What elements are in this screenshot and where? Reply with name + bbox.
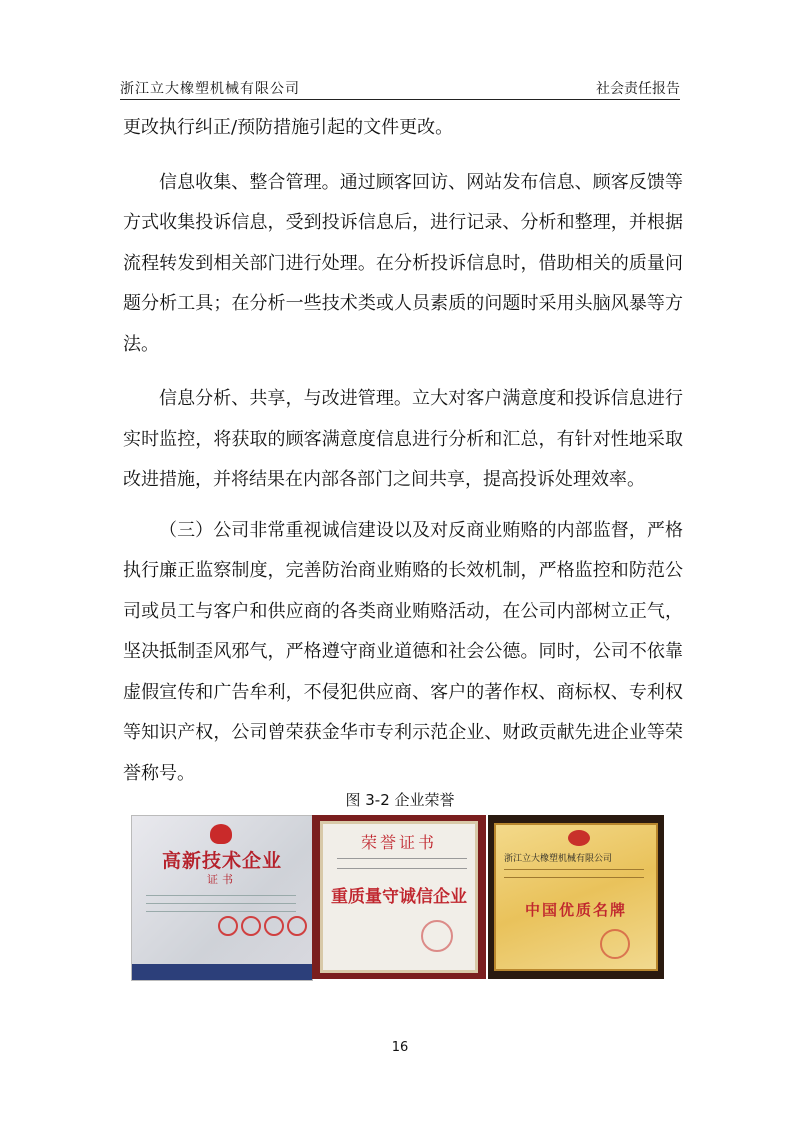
header-company-name: 浙江立大橡塑机械有限公司 [120,81,300,97]
certificate-high-tech [131,815,313,981]
certificate-gallery [131,815,664,979]
paragraph-3: 信息分析、共享，与改进管理。立大对客户满意度和投诉信息进行实时监控，将获取的顾客满意度信息进行分析和汇总，有针对性地采取改进措施，并将结果在内部各部门之间共享，提高投诉处理效率。 [123,388,683,490]
certificate-text-lines [146,888,296,919]
paragraph-1: 更改执行纠正/预防措施引起的文件更改。 [123,117,454,138]
certificate-paper [320,821,478,973]
certificate-paper [494,823,658,971]
emblem-icon [210,824,232,844]
certificate-quality-brand [488,815,664,979]
emblem-icon [568,830,590,846]
seal-icons [218,916,310,940]
certificate-title: 重质量守诚信企业 [331,887,467,907]
certificate-header: 荣誉证书 [360,833,437,852]
certificate-integrity [312,815,486,979]
page-number: 16 [391,1040,409,1055]
figure-caption: 图 3-2 企业荣誉 [345,791,455,809]
seal-icon [600,929,630,959]
paragraph-2: 信息收集、整合管理。通过顾客回访、网站发布信息、顾客反馈等方式收集投诉信息，受到投诉信息后，进行记录、分析和整理，并根据流程转发到相关部门进行处理。在分析投诉信息时，借助相关的质量问题分析工具；在分析一些技术类或人员素质的问题时采用头脑风暴等方法。 [123,171,683,355]
certificate-title: 高新技术企业 [161,850,282,872]
paragraph-4: （三）公司非常重视诚信建设以及对反商业贿赂的内部监督，严格执行廉正监察制度，完善防治商业贿赂的长效机制，严格监控和防范公司或员工与客户和供应商的各类商业贿赂活动，在公司内部树立正气，坚决抵制歪风邪气，严格遵守商业道德和社会公德。同时，公司不依靠虚假宣传和广告牟利，不侵犯供应商、客户的著作权、商标权、专利权等知识产权，公司曾荣获金华市专利示范企业、财政贡献先进企业等荣誉称号。 [123,519,683,784]
certificate-footer-band [132,964,312,980]
seal-icon [421,920,453,952]
certificate-company: 浙江立大橡塑机械有限公司 [504,854,613,864]
certificate-subtitle: 证书 [207,873,237,886]
certificate-title: 中国优质名牌 [524,901,627,919]
page-header [120,78,680,98]
header-divider [120,99,680,100]
header-document-title: 社会责任报告 [596,81,680,97]
body-text [123,108,683,794]
